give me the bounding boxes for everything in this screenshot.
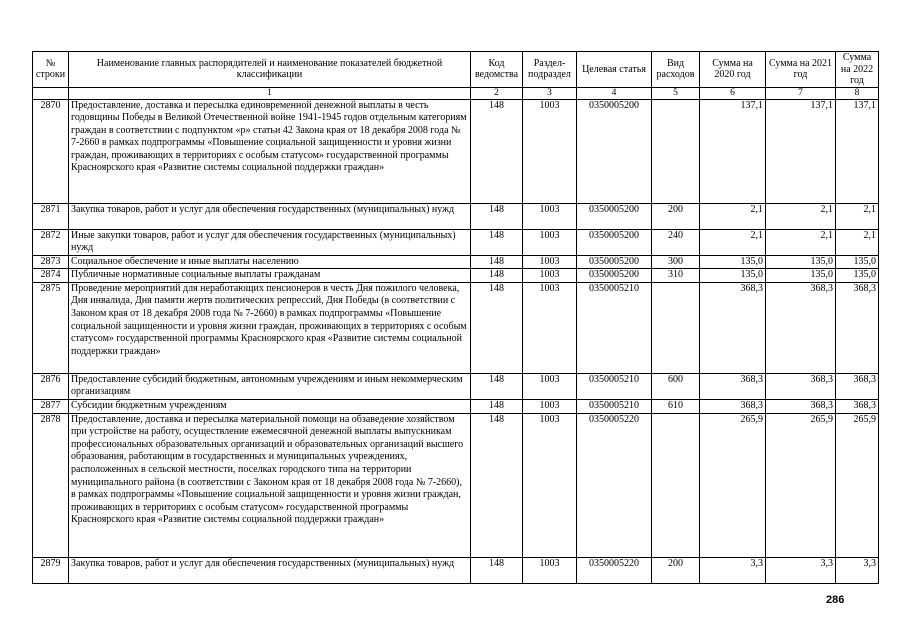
dept-code: 148: [471, 229, 523, 255]
header-name: Наименование главных распорядителей и наименование показателей бюджетной классификации: [69, 52, 471, 88]
table-row: [33, 229, 879, 255]
row-description: Социальное обеспечение и иные выплаты населению: [69, 255, 471, 269]
row-description: Предоставление субсидий бюджетным, автономным учреждениям и иным некоммерческим организациям: [69, 373, 471, 399]
section-code: 1003: [523, 400, 577, 414]
sum-2021: 368,3: [766, 400, 836, 414]
sum-2021: 265,9: [766, 413, 836, 557]
sum-2022: 2,1: [836, 203, 879, 229]
dept-code: 148: [471, 269, 523, 283]
row-number: 2875: [33, 282, 69, 373]
sum-2020: 137,1: [700, 99, 766, 203]
sum-2022: 2,1: [836, 229, 879, 255]
target-article: 0350005220: [577, 557, 652, 583]
header-row: [33, 52, 879, 88]
column-number: 4: [577, 87, 652, 99]
dept-code: 148: [471, 373, 523, 399]
table-row: [33, 373, 879, 399]
sum-2022: 368,3: [836, 373, 879, 399]
column-number: 3: [523, 87, 577, 99]
expense-type: 310: [652, 269, 700, 283]
expense-type: 200: [652, 203, 700, 229]
column-number: 8: [836, 87, 879, 99]
expense-type: [652, 413, 700, 557]
column-number: [33, 87, 69, 99]
sum-2021: 2,1: [766, 203, 836, 229]
target-article: 0350005210: [577, 373, 652, 399]
section-code: 1003: [523, 255, 577, 269]
column-number: 5: [652, 87, 700, 99]
dept-code: 148: [471, 400, 523, 414]
sum-2020: 368,3: [700, 282, 766, 373]
table-row: [33, 557, 879, 583]
section-code: 1003: [523, 557, 577, 583]
header-section: Раздел-подраздел: [523, 52, 577, 88]
row-number: 2877: [33, 400, 69, 414]
sum-2021: 135,0: [766, 255, 836, 269]
dept-code: 148: [471, 282, 523, 373]
table-row: [33, 99, 879, 203]
row-number: 2878: [33, 413, 69, 557]
dept-code: 148: [471, 413, 523, 557]
row-description: Субсидии бюджетным учреждениям: [69, 400, 471, 414]
expense-type: 240: [652, 229, 700, 255]
expense-type: [652, 282, 700, 373]
row-description: Предоставление, доставка и пересылка единовременной денежной выплаты в честь годовщины Победы в Великой Отечественной войне 1941-1945 годов отдельным категориям граждан в соответствии с подпунктом «р» статьи 42 Закона края от 18 декабря 2008 года № 7-2660 в рамках подпрограммы «Повышение социальной защищенности и уровня жизни граждан, проживающих в территориях с особым статусом» государственной программы Красноярского края «Развитие системы социальной поддержки граждан»: [69, 99, 471, 203]
row-number: 2871: [33, 203, 69, 229]
row-description: Публичные нормативные социальные выплаты гражданам: [69, 269, 471, 283]
column-number: 6: [700, 87, 766, 99]
row-description: Проведение мероприятий для неработающих пенсионеров в честь Дня пожилого человека, Дня инвалида, Дня памяти жертв политических репрессий, Дня Победы (в соответствии с Законом края от 18 декабря 2008 года № 7-2660) в рамках подпрограммы «Повышение социальной защищенности и уровня жизни граждан, проживающих в территориях с особым статусом» государственной программы Красноярского края «Развитие системы социальной поддержки граждан»: [69, 282, 471, 373]
row-description: Закупка товаров, работ и услуг для обеспечения государственных (муниципальных) нужд: [69, 557, 471, 583]
target-article: 0350005200: [577, 269, 652, 283]
header-expense-type: Вид расходов: [652, 52, 700, 88]
target-article: 0350005210: [577, 400, 652, 414]
dept-code: 148: [471, 99, 523, 203]
sum-2021: 368,3: [766, 373, 836, 399]
sum-2020: 2,1: [700, 229, 766, 255]
section-code: 1003: [523, 229, 577, 255]
sum-2022: 135,0: [836, 269, 879, 283]
sum-2020: 368,3: [700, 400, 766, 414]
header-sum-2022: Сумма на 2022 год: [836, 52, 879, 88]
column-number: 1: [69, 87, 471, 99]
expense-type: 610: [652, 400, 700, 414]
section-code: 1003: [523, 99, 577, 203]
table-row: [33, 413, 879, 557]
sum-2022: 368,3: [836, 282, 879, 373]
sum-2021: 135,0: [766, 269, 836, 283]
row-number: 2876: [33, 373, 69, 399]
expense-type: 200: [652, 557, 700, 583]
dept-code: 148: [471, 255, 523, 269]
sum-2021: 137,1: [766, 99, 836, 203]
header-row-number: № строки: [33, 52, 69, 88]
sum-2022: 3,3: [836, 557, 879, 583]
section-code: 1003: [523, 203, 577, 229]
sum-2021: 2,1: [766, 229, 836, 255]
dept-code: 148: [471, 203, 523, 229]
section-code: 1003: [523, 373, 577, 399]
target-article: 0350005200: [577, 203, 652, 229]
table-row: [33, 255, 879, 269]
page-number: 286: [826, 594, 845, 606]
target-article: 0350005200: [577, 255, 652, 269]
sum-2020: 2,1: [700, 203, 766, 229]
sum-2020: 265,9: [700, 413, 766, 557]
sum-2022: 368,3: [836, 400, 879, 414]
target-article: 0350005220: [577, 413, 652, 557]
row-number: 2870: [33, 99, 69, 203]
row-number: 2873: [33, 255, 69, 269]
sum-2021: 368,3: [766, 282, 836, 373]
table-row: [33, 282, 879, 373]
expense-type: 600: [652, 373, 700, 399]
section-code: 1003: [523, 282, 577, 373]
row-number: 2872: [33, 229, 69, 255]
header-dept-code: Код ведомства: [471, 52, 523, 88]
row-description: Закупка товаров, работ и услуг для обеспечения государственных (муниципальных) нужд: [69, 203, 471, 229]
target-article: 0350005200: [577, 229, 652, 255]
column-number-row: [33, 87, 879, 99]
header-target-article: Целевая статья: [577, 52, 652, 88]
target-article: 0350005210: [577, 282, 652, 373]
section-code: 1003: [523, 269, 577, 283]
expense-type: [652, 99, 700, 203]
target-article: 0350005200: [577, 99, 652, 203]
sum-2020: 368,3: [700, 373, 766, 399]
sum-2020: 135,0: [700, 255, 766, 269]
section-code: 1003: [523, 413, 577, 557]
header-sum-2020: Сумма на 2020 год: [700, 52, 766, 88]
table-row: [33, 203, 879, 229]
row-number: 2879: [33, 557, 69, 583]
budget-table: [32, 51, 879, 584]
column-number: 7: [766, 87, 836, 99]
row-description: Предоставление, доставка и пересылка материальной помощи на обзаведение хозяйством при устройстве на работу, осуществление ежемесячной денежной выплаты выпускникам профессиональных образовательных организаций и образовательных организаций высшего образования, работающим в государственных и муниципальных учреждениях, расположенных в сельской местности, поселках городского типа на территории муниципального района (в соответствии с Законом края от 18 декабря 2008 года № 7-2660), в рамках подпрограммы «Повышение социальной защищенности и уровня жизни граждан, проживающих в территориях с особым статусом» государственной программы Красноярского края «Развитие системы социальной поддержки граждан»: [69, 413, 471, 557]
table-row: [33, 400, 879, 414]
row-description: Иные закупки товаров, работ и услуг для обеспечения государственных (муниципальных) нужд: [69, 229, 471, 255]
sum-2020: 3,3: [700, 557, 766, 583]
table-body: [33, 99, 879, 583]
row-number: 2874: [33, 269, 69, 283]
expense-type: 300: [652, 255, 700, 269]
sum-2021: 3,3: [766, 557, 836, 583]
sum-2022: 265,9: [836, 413, 879, 557]
column-number: 2: [471, 87, 523, 99]
sum-2022: 135,0: [836, 255, 879, 269]
table-row: [33, 269, 879, 283]
sum-2022: 137,1: [836, 99, 879, 203]
dept-code: 148: [471, 557, 523, 583]
sum-2020: 135,0: [700, 269, 766, 283]
header-sum-2021: Сумма на 2021 год: [766, 52, 836, 88]
